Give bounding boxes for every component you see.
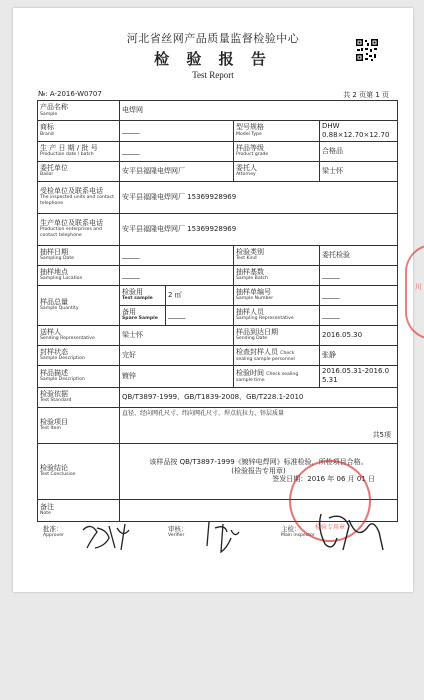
attorney-value: 梁士怀 (320, 161, 398, 181)
test-sample-label: 检验用 (122, 287, 143, 296)
note-label-en: Note (40, 511, 51, 517)
inspection-stamp-text: 检验专用章 (314, 524, 345, 531)
conclusion-label-en: Test Conclusion (40, 472, 76, 478)
grade-label: 样品等级 (236, 143, 264, 152)
sending-rep-value: 梁士怀 (120, 325, 234, 345)
model-value: DHW 0.88×12.70×12.70 (320, 121, 398, 142)
sampling-date-value: _____ (120, 245, 234, 265)
bailor-label-en: Bailor (40, 172, 54, 178)
attorney-label: 委托人 (236, 163, 257, 172)
sending-rep-label-en: Sending Representative (40, 336, 95, 342)
producer-value: 安平县福隆电焊网厂 15369928969 (120, 213, 398, 245)
check-time-label: 检验时间 (236, 368, 264, 377)
seal-person-label: 检查封样人员 (236, 347, 278, 356)
note-label: 备注 (40, 502, 54, 511)
grade-label-en: Product grade (236, 152, 269, 158)
kind-value: 委托检验 (320, 245, 398, 265)
report-title: 检 验 报 告 (154, 50, 272, 68)
seal-person-value: 张静 (320, 345, 398, 365)
seal-value: 完好 (120, 345, 234, 365)
seal-person-label2-en: sealing sample personnel (236, 356, 295, 362)
sampling-rep-label: 抽样人员 (236, 307, 264, 316)
report-title-en: Test Report (192, 70, 234, 80)
items-label-en: Test Item (40, 426, 61, 432)
description-label-en: Sample Description (40, 377, 85, 383)
approver-label: 批准： (43, 525, 63, 533)
sampling-rep-label-en: Sampling Representative (236, 316, 294, 322)
kind-label: 检验类别 (236, 247, 264, 256)
description-value: 镀锌 (120, 365, 234, 387)
sample-label: 产品名称 (40, 103, 68, 112)
verifier-label: 审核： (168, 525, 188, 533)
brand-label-en: Brand (40, 132, 54, 138)
sampling-location-label-en: Sampling Location (40, 276, 83, 282)
quantity-label: 样品总量 (40, 297, 68, 306)
standard-label: 检验依据 (40, 389, 68, 398)
quantity-label-en: Sample Quantity (40, 306, 79, 312)
kind-label-en: Test Kind (236, 256, 257, 262)
check-time-label-en: Check sealing (266, 371, 299, 377)
report-page (13, 8, 422, 592)
spare-sample-value: _____ (166, 305, 234, 325)
seal-person-label-en: Check (280, 350, 295, 356)
approver-label-en: Approver (43, 533, 65, 538)
issue-date: 签发日期：2016 年 06 月 01 日 (272, 475, 376, 484)
verifier-signature (207, 522, 239, 552)
sampling-date-label: 抽样日期 (40, 247, 68, 256)
bailor-value: 安平县福隆电焊网厂 (120, 161, 234, 181)
handwritten-signatures (13, 8, 413, 592)
verifier-label-en: Verifier (168, 533, 185, 538)
grade-value: 合格品 (320, 141, 398, 161)
sample-number-label: 抽样单编号 (236, 287, 271, 296)
production-value: _____ (120, 141, 234, 161)
sampling-rep-value: _____ (320, 305, 398, 325)
sample-label-en: Sample (40, 111, 58, 117)
inspected-label-en: The inspected units and contact telephone (40, 195, 114, 207)
model-label: 型号规格 (236, 123, 264, 132)
sample-number-label-en: Sample Number (236, 296, 274, 302)
spare-sample-label-en: Spare Sample (122, 316, 158, 322)
base-label: 抽样基数 (236, 267, 264, 276)
sending-date-value: 2016.05.30 (320, 325, 398, 345)
center-name: 河北省丝网产品质量监督检验中心 (126, 32, 300, 45)
items-count: 共5项 (372, 430, 392, 439)
producer-label-en: Production enterprises and contact telephone (40, 227, 102, 239)
check-time-value: 2016.05.31-2016.05.31 (320, 365, 398, 387)
check-time-label2-en: sample time (236, 377, 265, 383)
items-label: 检验项目 (40, 417, 68, 426)
description-label: 样品描述 (40, 368, 68, 377)
production-label: 生 产 日 期 / 批 号 (40, 143, 98, 152)
bailor-label: 委托单位 (40, 163, 68, 172)
spare-sample-label: 备用 (122, 307, 136, 316)
page-indicator: 共 2 页第 1 页 (343, 91, 389, 99)
test-sample-label-en: Test sample (122, 296, 153, 302)
seam-stamp-text: 川 (415, 283, 422, 291)
production-label-en: Production date / batch (40, 152, 94, 158)
approver-signature (83, 524, 129, 550)
conclusion-label: 检验结论 (40, 463, 68, 472)
items-value: 直径、经向网孔尺寸、纬向网孔尺寸、焊点抗拉力、锌层质量 (122, 409, 285, 417)
brand-label: 商标 (40, 123, 54, 132)
seal-label-en: Sample Description (40, 356, 85, 362)
base-label-en: Sample Batch (236, 276, 268, 282)
sampling-location-value: _____ (120, 265, 234, 285)
sending-date-label-en: Sending Date (236, 336, 268, 342)
main-inspector-signature (320, 514, 383, 550)
sampling-location-label: 抽样地点 (40, 267, 68, 276)
conclusion-line1: 该样品按 QB/T3897-1999《镀锌电焊网》标准检验，所检项目合格。 (149, 457, 368, 466)
test-sample-value: 2 ㎡ (166, 285, 234, 305)
main-inspector-label: 主检： (281, 525, 301, 533)
main-inspector-label-en: Main inspector (281, 533, 315, 538)
standard-value: QB/T3897-1999、GB/T1839-2008、GB/T228.1-2010 (120, 387, 398, 407)
brand-value: _____ (120, 121, 234, 142)
sending-rep-label: 送样人 (40, 327, 61, 336)
sample-number-value: _____ (320, 285, 398, 305)
seal-label: 封样状态 (40, 347, 68, 356)
sampling-date-label-en: Sampling Date (40, 256, 74, 262)
model-label-en: Model Type (236, 132, 262, 138)
producer-label: 生产单位及联系电话 (40, 218, 103, 227)
inspected-value: 安平县福隆电焊网厂 15369928969 (120, 181, 398, 213)
sample-value: 电焊网 (120, 101, 398, 121)
report-number: №: A-2016-W0707 (38, 90, 102, 98)
standard-label-en: Test Standard (40, 398, 72, 404)
conclusion-line2: (检验报告专用章) (231, 466, 286, 475)
sending-date-label: 样品到达日期 (236, 327, 278, 336)
base-value: _____ (320, 265, 398, 285)
attorney-label-en: Attorney (236, 172, 256, 178)
inspected-label: 受检单位及联系电话 (40, 186, 103, 195)
